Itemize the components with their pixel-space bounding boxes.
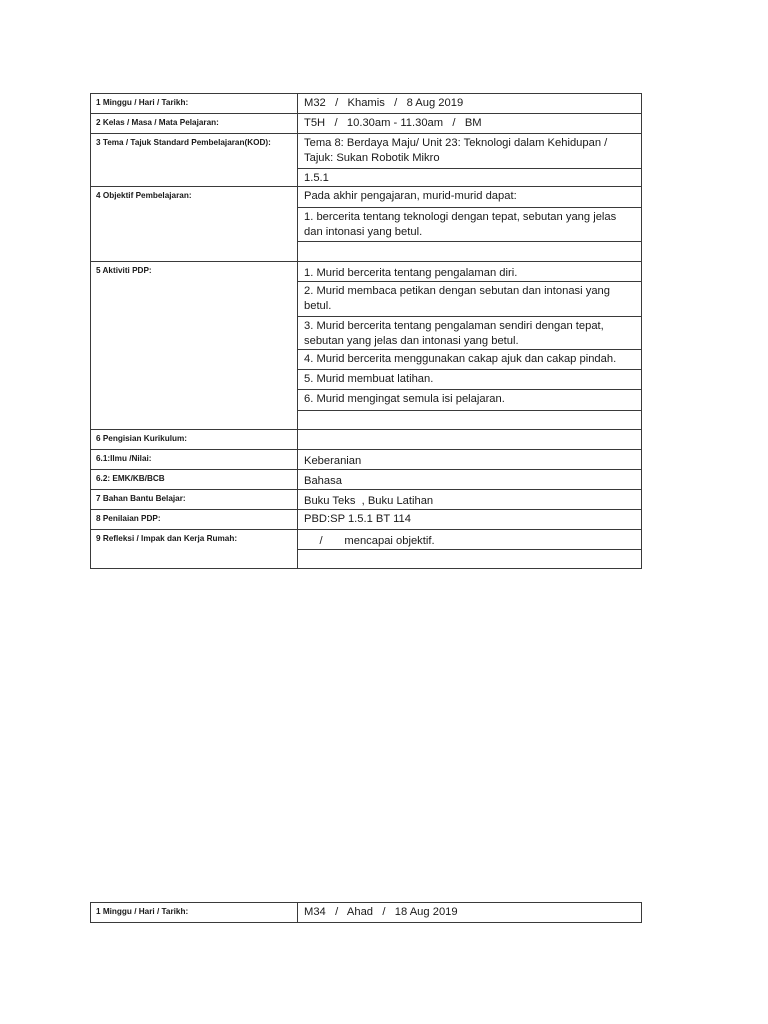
activities-label: 5 Aktiviti PDP: [91,262,298,430]
week-day-date-value: M32 / Khamis / 8 Aug 2019 [298,94,642,114]
reflection-value: / mencapai objektif. [298,530,642,550]
assessment-label: 8 Penilaian PDP: [91,510,298,530]
activity-item-2: 2. Murid membaca petikan dengan sebutan dan intonasi yang betul. [298,282,642,317]
emk-value: Bahasa [298,470,642,490]
teaching-aids-label: 7 Bahan Bantu Belajar: [91,490,298,510]
emk-label: 6.2: EMK/KB/BCB [91,470,298,490]
reflection-empty [298,550,642,569]
week-day-date-value: M34 / Ahad / 18 Aug 2019 [298,903,642,923]
teaching-aids-value: Buku Teks , Buku Latihan [298,490,642,510]
activity-item-5: 5. Murid membuat latihan. [298,370,642,390]
knowledge-value-value: Keberanian [298,450,642,470]
learning-objective-item: 1. bercerita tentang teknologi dengan tepat, sebutan yang jelas dan intonasi yang betul. [298,208,642,242]
theme-standard-value: Tema 8: Berdaya Maju/ Unit 23: Teknologi dalam Kehidupan / Tajuk: Sukan Robotik Mikro [298,134,642,169]
learning-objective-empty [298,242,642,262]
activity-item-1: 1. Murid bercerita tentang pengalaman diri. [298,262,642,282]
week-day-date-label: 1 Minggu / Hari / Tarikh: [91,903,298,923]
lesson-plan-table-next [90,902,642,923]
activity-item-empty [298,411,642,430]
reflection-label: 9 Refleksi / Impak dan Kerja Rumah: [91,530,298,569]
class-time-subject-value: T5H / 10.30am - 11.30am / BM [298,114,642,134]
class-time-subject-label: 2 Kelas / Masa / Mata Pelajaran: [91,114,298,134]
learning-objective-label: 4 Objektif Pembelajaran: [91,187,298,262]
learning-objective-intro: Pada akhir pengajaran, murid-murid dapat: [298,187,642,208]
week-day-date-label: 1 Minggu / Hari / Tarikh: [91,94,298,114]
curriculum-value [298,430,642,450]
theme-standard-label: 3 Tema / Tajuk Standard Pembelajaran(KOD): [91,134,298,187]
lesson-plan-table [90,93,642,569]
activity-item-6: 6. Murid mengingat semula isi pelajaran. [298,390,642,411]
activity-item-3: 3. Murid bercerita tentang pengalaman sendiri dengan tepat, sebutan yang jelas dan intonasi yang betul. [298,317,642,350]
assessment-value: PBD:SP 1.5.1 BT 114 [298,510,642,530]
curriculum-label: 6 Pengisian Kurikulum: [91,430,298,450]
standard-code-value: 1.5.1 [298,169,642,187]
activity-item-4: 4. Murid bercerita menggunakan cakap ajuk dan cakap pindah. [298,350,642,370]
knowledge-value-label: 6.1:Ilmu /Nilai: [91,450,298,470]
